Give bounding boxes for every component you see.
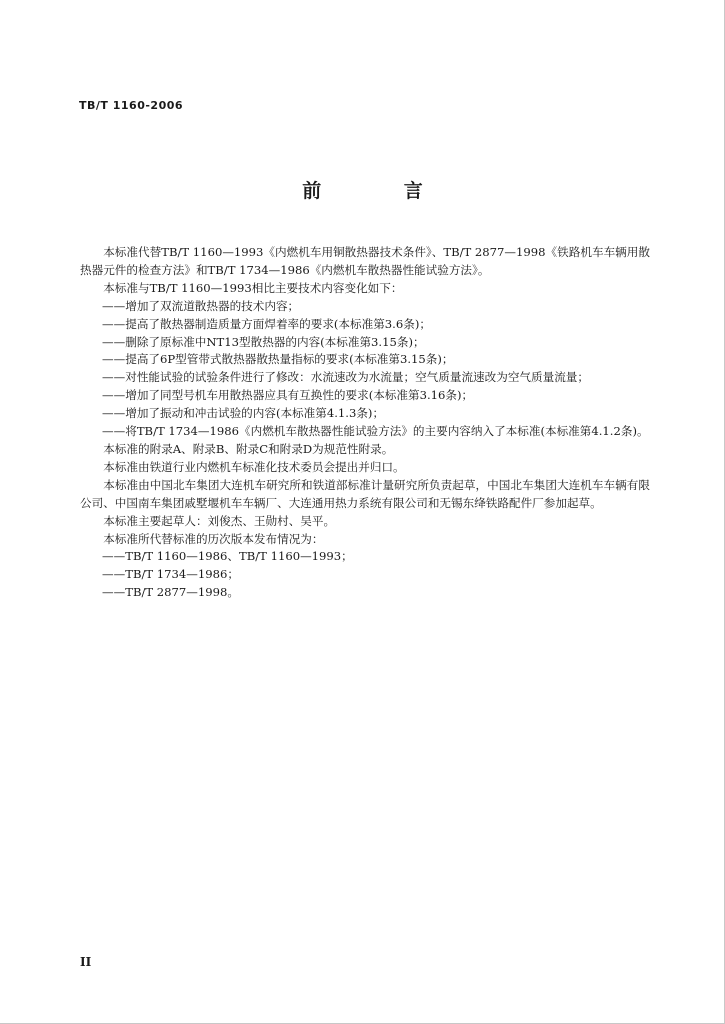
foreword-body bbox=[80, 244, 650, 602]
change-item: ——增加了双流道散热器的技术内容； bbox=[102, 298, 300, 313]
change-item: ——将TB/T 1734—1986《内燃机车散热器性能试验方法》的主要内容纳入了本标准(本标准第4.1.2条)。 bbox=[102, 424, 649, 439]
page-title: 前 言 bbox=[302, 180, 461, 202]
history-item: ——TB/T 1160—1986、TB/T 1160—1993； bbox=[102, 549, 353, 564]
paragraph-changes-intro: 本标准与TB/T 1160—1993相比主要技术内容变化如下： bbox=[103, 280, 403, 295]
paragraph-history-intro: 本标准所代替标准的历次版本发布情况为： bbox=[103, 531, 324, 546]
change-item: ——对性能试验的试验条件进行了修改：水流速改为水流量；空气质量流速改为空气质量流量； bbox=[102, 370, 589, 385]
paragraph-proposer: 本标准由铁道行业内燃机车标准化技术委员会提出并归口。 bbox=[103, 459, 405, 474]
history-item: ——TB/T 1734—1986； bbox=[102, 567, 239, 582]
change-item: ——提高了6P型管带式散热器散热量指标的要求(本标准第3.15条)； bbox=[102, 352, 454, 367]
paragraph-annexes: 本标准的附录A、附录B、附录C和附录D为规范性附录。 bbox=[103, 441, 394, 456]
paragraph-main-drafters: 本标准主要起草人：刘俊杰、王勋村、吴平。 bbox=[103, 513, 336, 528]
change-item: ——增加了同型号机车用散热器应具有互换性的要求(本标准第3.16条)； bbox=[102, 388, 474, 403]
change-item: ——删除了原标准中NT13型散热器的内容(本标准第3.15条)； bbox=[102, 334, 425, 349]
paragraph-drafters: 本标准由中国北车集团大连机车研究所和铁道部标准计量研究所负责起草，中国北车集团大连机车车辆有限公司、中国南车集团戚墅堰机车车辆厂、大连通用热力系统有限公司和无锡东绛铁路配件厂参加起草。 bbox=[80, 477, 650, 510]
change-item: ——增加了振动和冲击试验的内容(本标准第4.1.3条)； bbox=[102, 406, 385, 421]
history-item: ——TB/T 2877—1998。 bbox=[102, 585, 239, 600]
page-number: II bbox=[80, 955, 92, 969]
standard-code: TB/T 1160-2006 bbox=[79, 99, 184, 112]
change-item: ——提高了散热器制造质量方面焊着率的要求(本标准第3.6条)； bbox=[102, 316, 431, 331]
paragraph-replaces: 本标准代替TB/T 1160—1993《内燃机车用铜散热器技术条件》、TB/T 2877—1998《铁路机车车辆用散热器元件的检查方法》和TB/T 1734—1986《内燃机车散热器性能试验方法》。 bbox=[80, 245, 650, 277]
